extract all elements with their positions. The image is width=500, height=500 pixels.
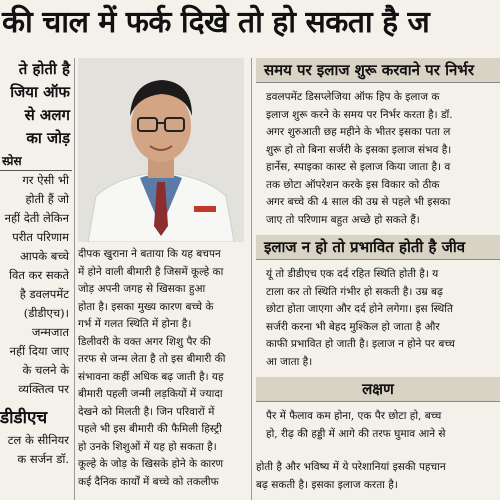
- body-line: डिलीवरी के वक्त अगर शिशु पैर की: [78, 335, 211, 348]
- section-body: [256, 402, 500, 449]
- body-line: हो, रीढ़ की हड्डी में आगे की तरफ घुमाव आने से: [266, 427, 446, 440]
- body-line: देखने को मिलती है। जिन परिवारों में: [78, 405, 215, 418]
- body-line: तक छोटा ऑपरेशन करके इस विकार को ठीक: [266, 178, 440, 191]
- body-line: गर ऐसी भी: [22, 173, 69, 187]
- body-line: कई दैनिक कार्यों में बच्चे को तकलीफ: [78, 475, 219, 488]
- doctor-photo: [78, 58, 244, 242]
- body-line: जोड़ अपनी जगह से खिसका हुआ: [78, 283, 206, 295]
- right-column: [256, 58, 500, 500]
- body-line: वित कर सकते: [9, 268, 69, 282]
- body-line: में होने वाली बीमारी है जिसमें कूल्हे का: [78, 265, 224, 278]
- deck-line: से अलग: [24, 106, 70, 124]
- headline: की चाल में फर्क दिखे तो हो सकता है ज: [2, 5, 430, 40]
- subheading: डीडीएच: [0, 408, 48, 428]
- body-line: क सर्जन डॉ.: [17, 452, 69, 466]
- body-line: डवलपमेंट डिसप्लेजिया ऑफ हिप के इलाज क: [266, 91, 440, 103]
- deck-line: जिया ऑफ: [10, 83, 70, 101]
- bottom-text: [256, 458, 500, 500]
- column-divider: [251, 58, 252, 500]
- middle-column: [78, 246, 248, 500]
- body-line: पहले भी इस बीमारी की फैमिली हिस्ट्री: [78, 423, 222, 435]
- body-line: जाए तो परिणाम बहुत अच्छे हो सकते हैं।: [266, 213, 420, 226]
- deck-line: ते होती है: [18, 60, 70, 78]
- body-line: बढ़ सकती है। इसका इलाज करता है।: [256, 479, 398, 491]
- section-heading: इलाज न हो तो प्रभावित होती है जीव: [256, 235, 500, 260]
- column-divider: [74, 58, 75, 500]
- body-line: शुरू हो तो बिना सर्जरी के इसका इलाज संभव है।: [266, 143, 452, 156]
- body-line: अगर शुरुआती छह महीने के भीतर इसका पता ल: [266, 126, 451, 138]
- body-line: इलाज शुरू करने के समय पर निर्भर करता है। डॉ.: [266, 108, 453, 121]
- body-line: टाला कर तो स्थिति गंभीर हो सकती है। उम्र बढ़: [266, 285, 443, 298]
- deck-line: का जोड़: [26, 129, 70, 147]
- body-line: (डीडीएच)।: [23, 306, 69, 320]
- body-line: कूल्हे के जोड़ के खिसके होने के कारण: [78, 458, 224, 470]
- body-line: व्यक्तित्व पर: [18, 382, 69, 396]
- body-line: बीमारी पहली जन्मी लड़कियों में ज्यादा: [78, 388, 223, 400]
- body-line: है डवलपमेंट: [19, 287, 69, 301]
- body-line: छोटा होता जाएगा और दर्द होने लगेगा। इस स्थिति: [266, 303, 453, 315]
- body-line: पैर में फैलाव कम होना, एक पैर छोटा हो, बच्च: [266, 410, 442, 422]
- body-line: होता है। इसका मुख्य कारण बच्चे के: [78, 300, 214, 313]
- body-line: आपके बच्चे: [20, 249, 69, 263]
- body-line: नहीं देती लेकिन: [4, 211, 69, 225]
- body-line: काफी प्रभावित हो जाती है। इलाज न होने पर बच्च: [266, 338, 455, 350]
- body-line: हो उनके शिशुओं में यह हो सकता है।: [78, 440, 217, 453]
- body-line: परीत परिणाम: [12, 230, 69, 244]
- section-body: [256, 260, 500, 377]
- body-line: यूं तो डीडीएच एक दर्द रहित स्थिति होती है। य: [266, 268, 439, 280]
- body-line: अगर बच्चे की 4 साल की उम्र से पहले भी इसका: [266, 196, 451, 208]
- body-line: सर्जरी करना भी बेहद मुश्किल हो जाता है और: [266, 320, 440, 333]
- byline: स्प्रेस: [0, 152, 72, 171]
- section-heading: समय पर इलाज शुरू करवाने पर निर्भर: [256, 58, 500, 83]
- body-line: दीपक खुराना ने बताया कि यह बचपन: [78, 248, 221, 260]
- body-line: जन्मजात: [31, 325, 69, 339]
- section-heading: लक्षण: [256, 377, 500, 402]
- body-line: गर्भ में गलत स्थिति में होना है।: [78, 318, 192, 330]
- body-line: संभावना कहीं अधिक बढ़ जाती है। यह: [78, 370, 224, 383]
- left-column: [0, 58, 72, 500]
- body-line: के चलने के: [22, 363, 69, 377]
- body-line: होती है और भविष्य में ये परेशानियां इसकी पहचान: [256, 461, 446, 473]
- body-line: नहीं दिया जाए: [9, 344, 69, 358]
- body-line: आ जाता है।: [266, 355, 313, 368]
- body-line: टल के सीनियर: [7, 433, 69, 447]
- body-line: तरफ से जन्म लेता है तो इस बीमारी की: [78, 353, 226, 365]
- doctor-portrait-icon: [78, 58, 244, 242]
- body-line: होती हैं जो: [25, 192, 69, 206]
- body-line: हार्नेस, स्पाइका कास्ट से इलाज किया जाता है। व: [266, 161, 451, 173]
- section-body: [256, 83, 500, 235]
